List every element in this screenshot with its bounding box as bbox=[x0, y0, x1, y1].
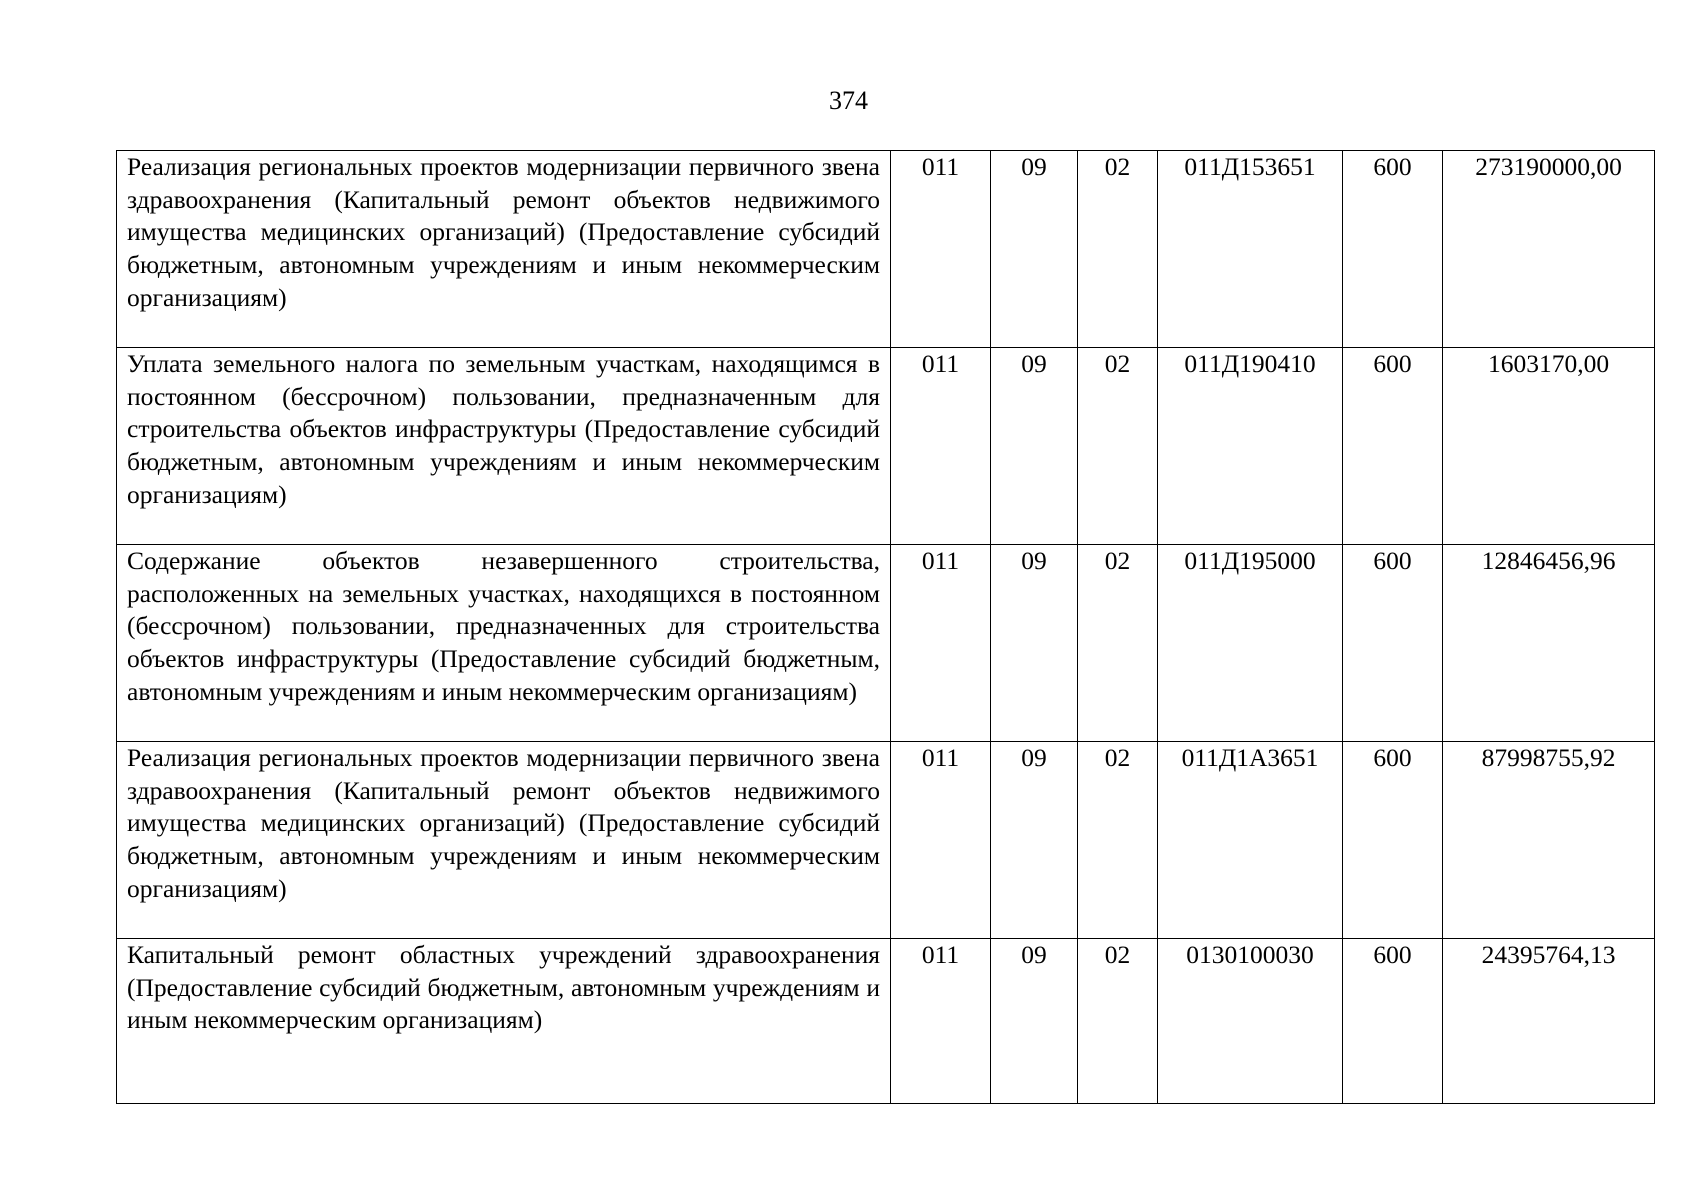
expense-type-code: 600 bbox=[1343, 545, 1443, 742]
subsection-code: 02 bbox=[1078, 939, 1158, 1104]
amount-value: 12846456,96 bbox=[1443, 545, 1655, 742]
expense-type-code: 600 bbox=[1343, 348, 1443, 545]
subsection-code: 02 bbox=[1078, 742, 1158, 939]
target-article-code: 0130100030 bbox=[1158, 939, 1343, 1104]
table-row bbox=[117, 742, 1655, 939]
amount-value: 1603170,00 bbox=[1443, 348, 1655, 545]
expense-type-code: 600 bbox=[1343, 742, 1443, 939]
section-code: 09 bbox=[991, 348, 1078, 545]
ministry-code: 011 bbox=[891, 742, 991, 939]
ministry-code: 011 bbox=[891, 939, 991, 1104]
row-description: Капитальный ремонт областных учреждений здравоохранения (Предоставление субсидий бюджетным, автономным учреждениям и иным некоммерческим организациям) bbox=[117, 939, 891, 1104]
subsection-code: 02 bbox=[1078, 348, 1158, 545]
row-description: Реализация региональных проектов модернизации первичного звена здравоохранения (Капитальный ремонт объектов недвижимого имущества медицинских организаций) (Предоставление субсидий бюджетным, автономным учреждениям и иным некоммерческим организациям) bbox=[117, 742, 891, 939]
amount-value: 24395764,13 bbox=[1443, 939, 1655, 1104]
section-code: 09 bbox=[991, 151, 1078, 348]
section-code: 09 bbox=[991, 545, 1078, 742]
subsection-code: 02 bbox=[1078, 151, 1158, 348]
row-description: Уплата земельного налога по земельным участкам, находящимся в постоянном (бессрочном) пользовании, предназначенным для строительства объектов инфраструктуры (Предоставление субсидий бюджетным, автономным учреждениям и иным некоммерческим организациям) bbox=[117, 348, 891, 545]
table-row bbox=[117, 545, 1655, 742]
section-code: 09 bbox=[991, 742, 1078, 939]
row-description: Содержание объектов незавершенного строительства, расположенных на земельных участках, находящихся в постоянном (бессрочном) пользовании, предназначенных для строительства объектов инфраструктуры (Предоставление субсидий бюджетным, автономным учреждениям и иным некоммерческим организациям) bbox=[117, 545, 891, 742]
subsection-code: 02 bbox=[1078, 545, 1158, 742]
target-article-code: 011Д190410 bbox=[1158, 348, 1343, 545]
expense-type-code: 600 bbox=[1343, 151, 1443, 348]
table-row bbox=[117, 348, 1655, 545]
target-article-code: 011Д153651 bbox=[1158, 151, 1343, 348]
table-row bbox=[117, 939, 1655, 1104]
page-number: 374 bbox=[829, 86, 868, 115]
row-description: Реализация региональных проектов модернизации первичного звена здравоохранения (Капитальный ремонт объектов недвижимого имущества медицинских организаций) (Предоставление субсидий бюджетным, автономным учреждениям и иным некоммерческим организациям) bbox=[117, 151, 891, 348]
section-code: 09 bbox=[991, 939, 1078, 1104]
target-article-code: 011Д195000 bbox=[1158, 545, 1343, 742]
expense-type-code: 600 bbox=[1343, 939, 1443, 1104]
ministry-code: 011 bbox=[891, 348, 991, 545]
amount-value: 87998755,92 bbox=[1443, 742, 1655, 939]
amount-value: 273190000,00 bbox=[1443, 151, 1655, 348]
ministry-code: 011 bbox=[891, 545, 991, 742]
budget-table bbox=[116, 150, 1655, 1104]
ministry-code: 011 bbox=[891, 151, 991, 348]
target-article-code: 011Д1А3651 bbox=[1158, 742, 1343, 939]
table-row bbox=[117, 151, 1655, 348]
